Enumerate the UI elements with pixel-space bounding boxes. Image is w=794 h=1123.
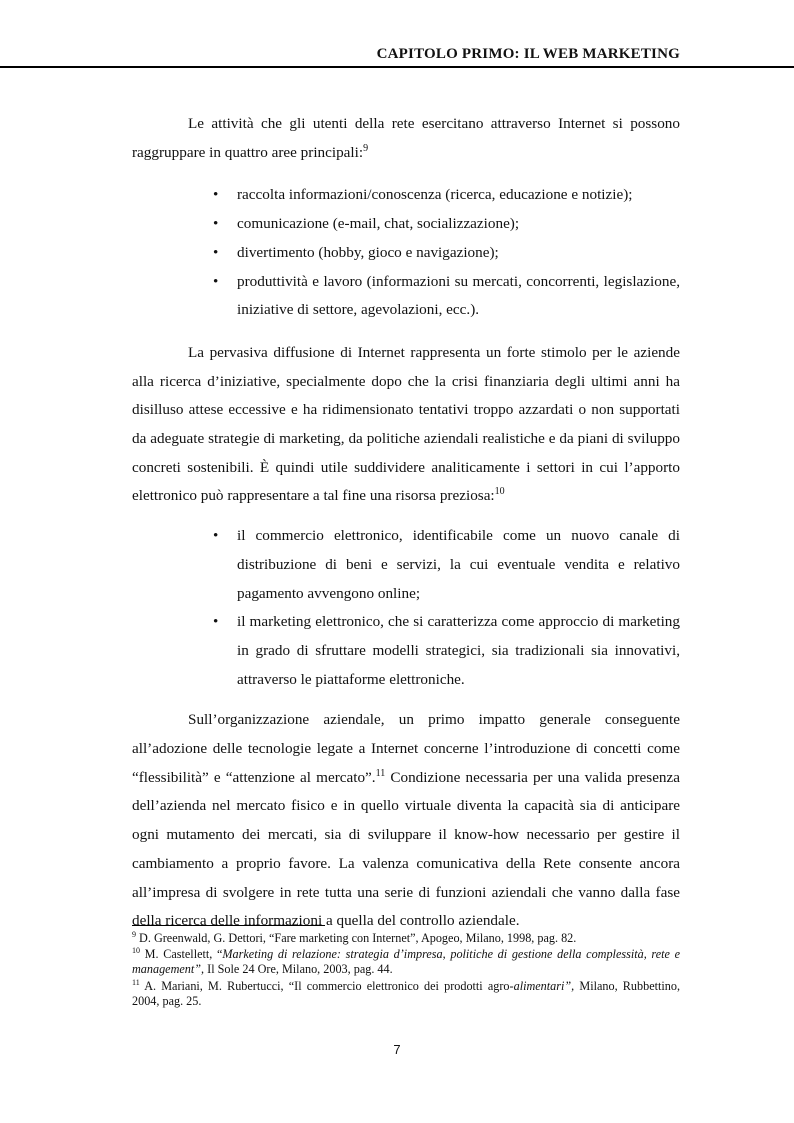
footnote-ref-9[interactable]: 9: [363, 142, 369, 154]
bullet-icon: •: [213, 186, 219, 204]
page-number: 7: [393, 1042, 401, 1057]
list-item: • produttività e lavoro (informazioni su mercati, concorrenti, legislazione, iniziative di settore, agevolazioni, ecc.).: [237, 268, 680, 325]
paragraph-1: Le attività che gli utenti della rete esercitano attraverso Internet si possono raggruppare in quattro aree principali:$^9$: [132, 115, 680, 161]
footnote-10: $^{10}$ M. Castellett, “Marketing di relazione: strategia d’impresa, politiche di gestione della complessità, rete e management”, Il Sole 24 Ore, Milano, 2003, pag. 44.: [132, 946, 681, 977]
list-item: • raccolta informazioni/conoscenza (ricerca, educazione e notizie);: [237, 181, 680, 210]
footnote-rule: [132, 925, 325, 926]
sector-list: [132, 522, 680, 694]
page-body: [132, 110, 680, 936]
footnote-ref-10[interactable]: 10: [494, 486, 505, 498]
bullet-icon: •: [213, 613, 219, 631]
list-item: • divertimento (hobby, gioco e navigazione);: [237, 239, 680, 268]
running-header: CAPITOLO PRIMO: IL WEB MARKETING: [376, 46, 680, 62]
paragraph-3: Sull’organizzazione aziendale, un primo impatto generale conseguente all’adozione delle tecnologie legate a Internet concerne l’introduzione di concetti come “flessibilità” e “attenzione al mercato”.$^{11}$ Condizione necessaria per una valida presenza dell’azienda nel mercato fisico e in quello virtuale diventa la capacità sia di anticipare ogni mutamento dei mercati, sia di sviluppare il know-how necessario per gestire il cambiamento a proprio favore. La valenza comunicativa della Rete consente ancora all’impresa di svolgere in rete tutta una serie di funzioni aziendali che vanno dalla fase della ricerca delle informazioni a quella del controllo aziendale.: [132, 711, 681, 930]
bullet-icon: •: [213, 243, 219, 261]
header-rule: [0, 66, 794, 68]
bullet-icon: •: [213, 527, 219, 545]
list-item: • il commercio elettronico, identificabile come un nuovo canale di distribuzione di beni e servizi, la cui eventuale vendita e relativo pagamento avvengono online;: [237, 522, 680, 608]
bullet-icon: •: [213, 272, 219, 290]
footnote-ref-11[interactable]: 11: [375, 767, 386, 779]
paragraph-2: La pervasiva diffusione di Internet rappresenta un forte stimolo per le aziende alla ricerca d’iniziative, specialmente dopo che la crisi finanziaria degli ultimi anni ha disilluso attese eccessive e ha ridimensionato tentativi troppo azzardati o non supportati da adeguate strategie di marketing, da politiche aziendali realistiche e da piani di sviluppo concreti sostenibili. È quindi utile suddividere analiticamente i settori in cui l’apporto elettronico può rappresentare a tal fine una risorsa preziosa:$^{10}$: [132, 343, 680, 505]
bullet-icon: •: [213, 215, 219, 233]
footnote-11: $^{11}$ A. Mariani, M. Rubertucci, “Il commercio elettronico dei prodotti agro-alimentari”, Milano, Rubbettino, 2004, pag. 25.: [132, 977, 681, 1008]
footnote-9: $^9$ D. Greenwald, G. Dettori, “Fare marketing con Internet”, Apogeo, Milano, 1998, pag. 82.: [132, 930, 577, 945]
list-item: • il marketing elettronico, che si caratterizza come approccio di marketing in grado di sfruttare modelli strategici, sia tradizionali sia innovativi, attraverso le piattaforme elettroniche.: [237, 608, 680, 694]
activity-list: [132, 181, 680, 325]
list-item: • comunicazione (e-mail, chat, socializzazione);: [237, 210, 680, 239]
footnotes: [132, 931, 680, 1010]
